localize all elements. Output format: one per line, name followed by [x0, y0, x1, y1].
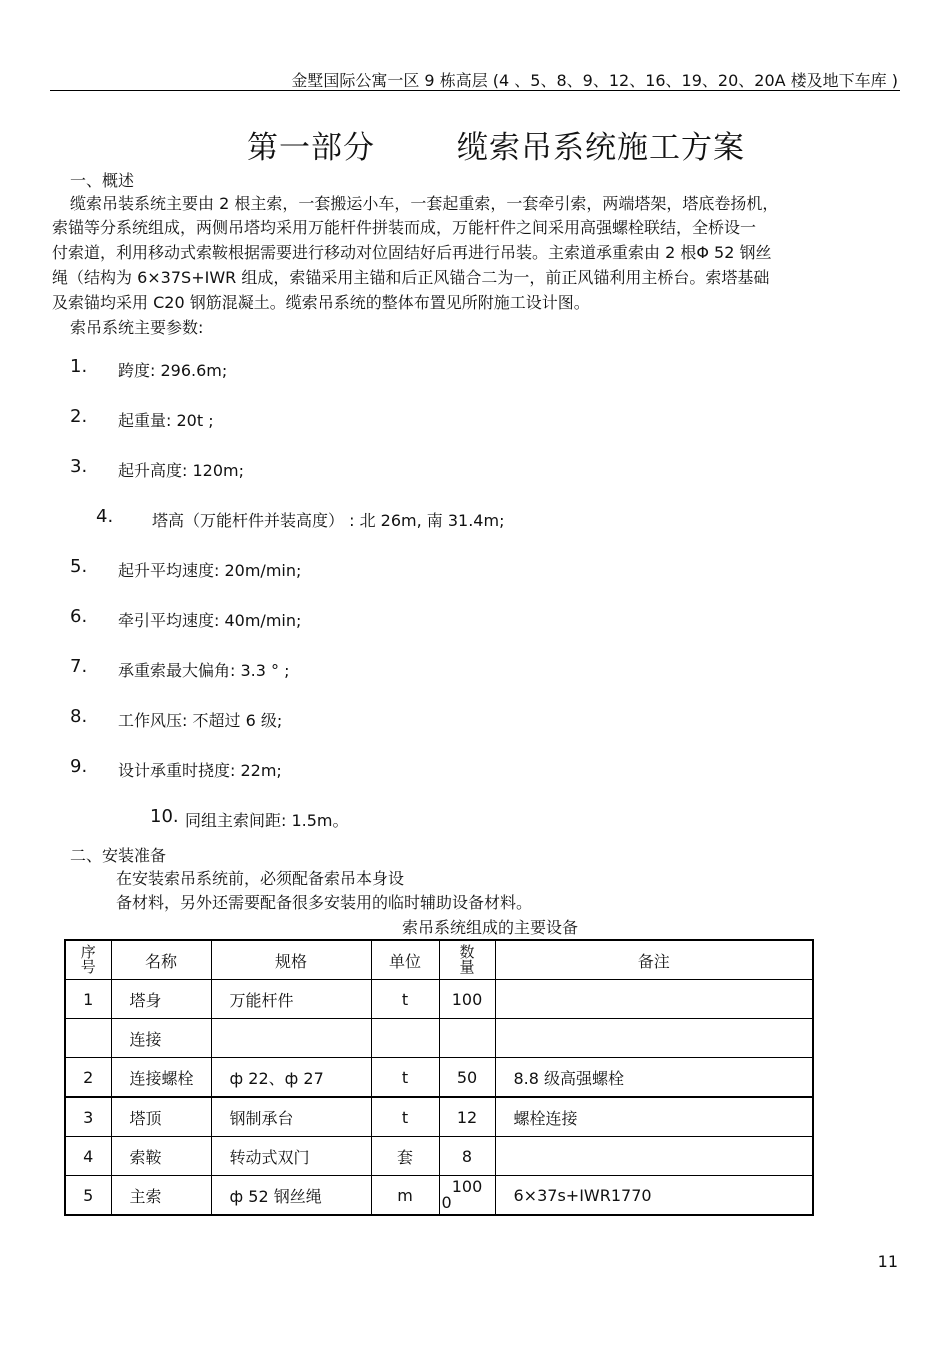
table-row: [65, 1019, 813, 1058]
cell-note: 6×37s+IWR1770: [495, 1176, 813, 1216]
header-spec: 规格: [211, 940, 371, 980]
cell-qty: 100: [439, 980, 495, 1019]
param-number: 7.: [70, 656, 88, 677]
doc-main-title: 缆索吊系统施工方案: [457, 130, 745, 166]
cell-note: 8.8 级高强螺栓: [495, 1058, 813, 1098]
cell-spec: 钢制承台: [211, 1097, 371, 1137]
page-number: 11: [877, 1252, 898, 1271]
param-number: 8.: [70, 706, 88, 727]
equipment-table: [64, 939, 814, 1216]
cell-spec: ф 22、ф 27: [211, 1058, 371, 1098]
cell-unit: 套: [371, 1137, 439, 1176]
cell-name: 索鞍: [111, 1137, 211, 1176]
cell-unit: t: [371, 980, 439, 1019]
header-seq: [65, 940, 111, 980]
header-rule: [50, 90, 900, 91]
param-text: 承重索最大偏角: 3.3 ° ;: [118, 661, 290, 680]
cell-seq: 4: [65, 1137, 111, 1176]
cell-qty: 50: [439, 1058, 495, 1098]
cell-name: 主索: [111, 1176, 211, 1216]
header-seq-line-1: 序: [80, 943, 96, 961]
header-qty-line-2: 量: [459, 958, 475, 976]
cell-unit: t: [371, 1058, 439, 1098]
preparation-line-2: 备材料，另外还需要配备很多安装用的临时辅助设备材料。: [116, 893, 533, 912]
param-number: 1.: [70, 356, 88, 377]
param-text: 牵引平均速度: 40m/min;: [118, 611, 302, 630]
overview-line-5: 及索锚均采用 C20 钢筋混凝土。缆索吊系统的整体布置见所附施工设计图。: [52, 293, 590, 312]
param-number: 3.: [70, 456, 88, 477]
cell-seq: 5: [65, 1176, 111, 1216]
param-text: 起重量: 20t ;: [118, 411, 214, 430]
table-row: [65, 1058, 813, 1098]
cell-seq: 3: [65, 1097, 111, 1137]
cell-name: 塔顶: [111, 1097, 211, 1137]
param-text: 同组主索间距: 1.5m。: [185, 811, 349, 830]
header-qty: [439, 940, 495, 980]
preparation-line-1: 在安装索吊系统前，必须配备索吊本身设: [116, 869, 405, 888]
table-row: [65, 1097, 813, 1137]
cell-qty: [439, 1176, 495, 1216]
cell-qty-line-2: 0: [441, 1193, 452, 1212]
param-number: 4.: [96, 506, 114, 527]
table-header-row: [65, 940, 813, 980]
param-text: 起升高度: 120m;: [118, 461, 244, 480]
doc-part-title: 第一部分: [247, 130, 375, 166]
param-text: 工作风压: 不超过 6 级;: [118, 711, 283, 730]
cell-spec: 转动式双门: [211, 1137, 371, 1176]
param-text: 跨度: 296.6m;: [118, 361, 228, 380]
cell-unit: m: [371, 1176, 439, 1216]
cell-note: [495, 980, 813, 1019]
cell-note: 螺栓连接: [495, 1097, 813, 1137]
cell-spec: [211, 1019, 371, 1058]
section-heading-overview: 一、概述: [70, 171, 135, 190]
cell-unit: [371, 1019, 439, 1058]
param-number: 2.: [70, 406, 88, 427]
header-qty-line-1: 数: [459, 943, 475, 961]
cell-qty: [439, 1019, 495, 1058]
overview-line-4: 绳（结构为 6×37S+IWR 组成，索锚采用主锚和后正风锚合二为一，前正风锚利用主桥台。索塔基础: [52, 268, 770, 287]
cell-qty: 12: [439, 1097, 495, 1137]
params-heading: 索吊系统主要参数:: [70, 318, 204, 337]
cell-name: 连接螺栓: [111, 1058, 211, 1098]
running-header: 金墅国际公寓一区 9 栋高层 (4 、5、8、9、12、16、19、20、20A 楼及地下车库 ): [291, 71, 898, 90]
overview-line-2: 索锚等分系统组成，两侧吊塔均采用万能杆件拼装而成，万能杆件之间采用高强螺栓联结，全桥设一: [52, 218, 757, 237]
overview-line-3: 付索道，利用移动式索鞍根据需要进行移动对位固结好后再进行吊装。主索道承重索由 2 根Φ 52 钢丝: [52, 243, 772, 262]
cell-spec: 万能杆件: [211, 980, 371, 1019]
param-text: 起升平均速度: 20m/min;: [118, 561, 302, 580]
cell-unit: t: [371, 1097, 439, 1137]
cell-name: 连接: [111, 1019, 211, 1058]
cell-seq: 1: [65, 980, 111, 1019]
header-note: 备注: [495, 940, 813, 980]
cell-note: [495, 1137, 813, 1176]
header-unit: 单位: [371, 940, 439, 980]
cell-seq: 2: [65, 1058, 111, 1098]
param-text: 塔高（万能杆件并装高度） : 北 26m, 南 31.4m;: [152, 511, 505, 530]
param-number: 10.: [150, 806, 179, 827]
param-number: 6.: [70, 606, 88, 627]
param-number: 5.: [70, 556, 88, 577]
table-row: [65, 1176, 813, 1216]
cell-qty-line-1: 100: [451, 1177, 483, 1196]
param-text: 设计承重时挠度: 22m;: [118, 761, 282, 780]
param-number: 9.: [70, 756, 88, 777]
cell-spec: ф 52 钢丝绳: [211, 1176, 371, 1216]
table-caption: 索吊系统组成的主要设备: [402, 918, 579, 937]
cell-qty: 8: [439, 1137, 495, 1176]
overview-line-1: 缆索吊装系统主要由 2 根主索，一套搬运小车，一套起重索，一套牵引索，两端塔架，塔底卷扬机，: [70, 194, 779, 213]
section-heading-preparation: 二、安装准备: [70, 846, 167, 865]
cell-seq: [65, 1019, 111, 1058]
header-name: 名称: [111, 940, 211, 980]
cell-name: 塔身: [111, 980, 211, 1019]
table-row: [65, 980, 813, 1019]
header-seq-line-2: 号: [80, 958, 96, 976]
table-row: [65, 1137, 813, 1176]
cell-note: [495, 1019, 813, 1058]
